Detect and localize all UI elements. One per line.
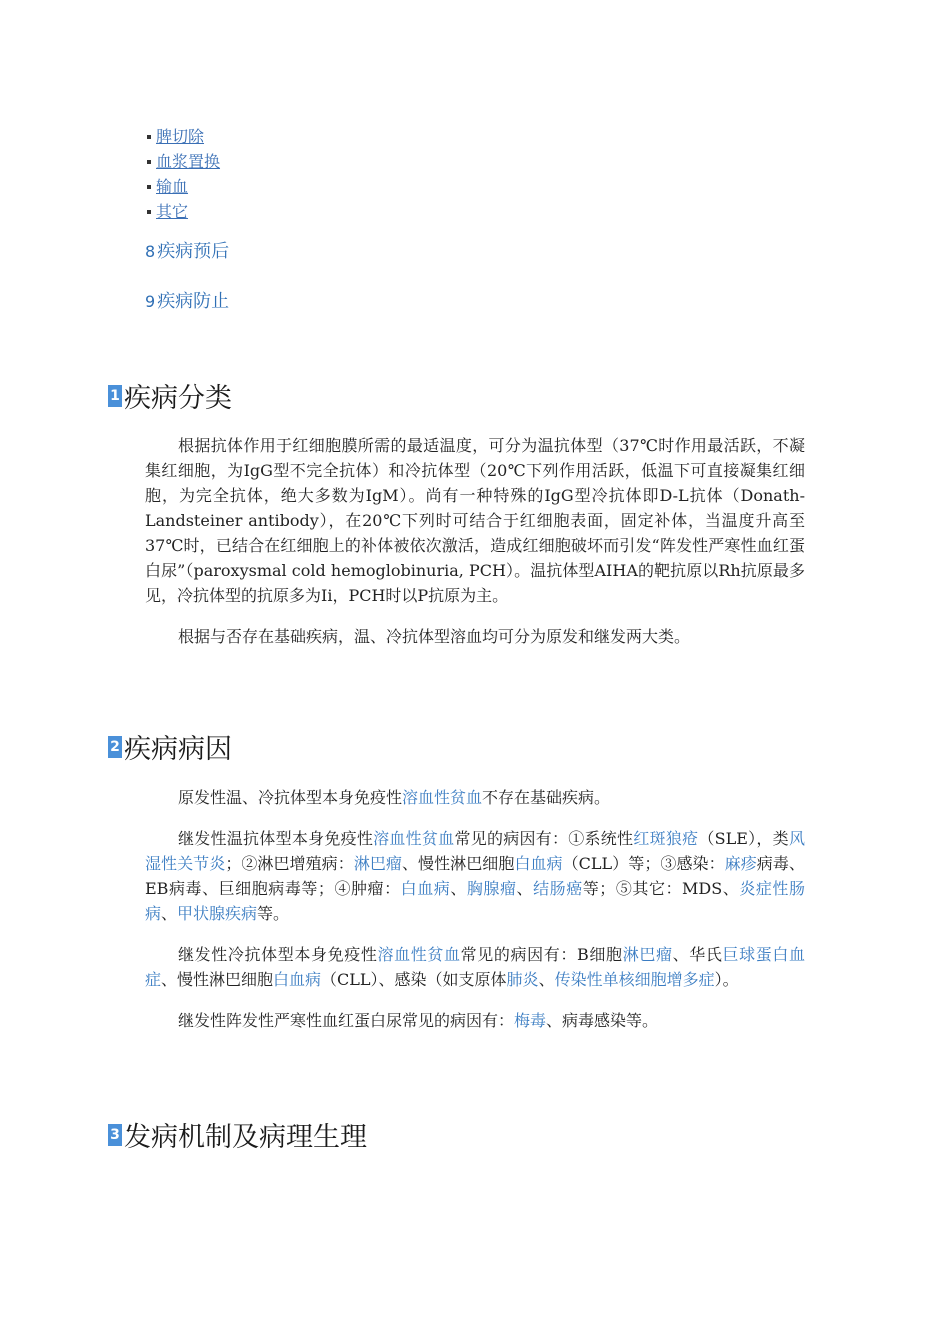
term-link[interactable]: 传染性单核细胞增多症 <box>554 970 715 989</box>
toc-section-label: 疾病防止 <box>157 291 230 312</box>
text-run: 、慢性淋巴细胞 <box>161 970 274 989</box>
text-run: 、华氏 <box>672 945 723 964</box>
section-2-body <box>145 785 805 1033</box>
text-run: 继发性温抗体型本身免疫性 <box>178 829 374 848</box>
term-link[interactable]: 巨球蛋白血症 <box>145 945 805 989</box>
toc-link[interactable]: 血浆置换 <box>156 152 221 171</box>
term-link[interactable]: 淋巴瘤 <box>353 854 402 873</box>
text-run: ）。 <box>714 970 739 989</box>
paragraph: 根据抗体作用于红细胞膜所需的最适温度，可分为温抗体型（37℃时作用最活跃，不凝集红细胞，为IgG型不完全抗体）和冷抗体型（20℃下列作用活跃，低温下可直接凝集红细胞，为完全抗体，绝大多数为IgM）。尚有一种特殊的IgG型冷抗体即D-L抗体（Donath-Landsteiner antibody），在20℃下列时可结合于红细胞表面，固定补体，当温度升高至37℃时，已结合在红细胞上的补体被依次激活，造成红细胞破坏而引发“阵发性严寒性血红蛋白尿”（paroxysmal cold hemoglobinuria, PCH）。温抗体型AIHA的靶抗原以Rh抗原最多见，冷抗体型的抗原多为Ii，PCH时以P抗原为主。 <box>145 436 805 605</box>
term-link[interactable]: 溶血性贫血 <box>373 829 455 848</box>
bullet-icon <box>147 160 151 164</box>
toc-section-9[interactable] <box>145 287 229 313</box>
text-run: 继发性阵发性严寒性血红蛋白尿常见的病因有： <box>178 1011 515 1030</box>
bullet-icon <box>147 210 151 214</box>
toc-sub-item[interactable] <box>147 149 220 174</box>
text-run: 、慢性淋巴细胞 <box>402 854 515 873</box>
text-run: 不存在基础疾病。 <box>482 788 611 807</box>
section-heading-3 <box>108 1115 367 1154</box>
text-run: 继发性冷抗体型本身免疫性 <box>178 945 378 964</box>
term-link[interactable]: 溶血性贫血 <box>402 788 483 807</box>
toc-link[interactable]: 输血 <box>156 177 189 196</box>
text-run: （SLE），类 <box>698 829 789 848</box>
text-run: 常见的病因有：①系统性 <box>454 829 634 848</box>
bullet-icon <box>147 185 151 189</box>
section-number-badge: 2 <box>108 736 122 758</box>
text-run: 、 <box>538 970 555 989</box>
toc-sub-item[interactable] <box>147 124 220 149</box>
section-heading-2 <box>108 727 232 766</box>
toc-sub-item[interactable] <box>147 174 220 199</box>
text-run: ；②淋巴增殖病： <box>225 854 354 873</box>
section-number-badge: 3 <box>108 1124 122 1146</box>
text-run: 、 <box>450 879 467 898</box>
text-run: 病毒、EB病毒、巨细胞病毒等；④肿瘤： <box>145 854 805 898</box>
term-link[interactable]: 炎症性肠病 <box>145 879 805 923</box>
section-title: 发病机制及病理生理 <box>124 1122 367 1153</box>
toc-section-label: 疾病预后 <box>157 241 230 262</box>
term-link[interactable]: 胸腺瘤 <box>466 879 517 898</box>
paragraph <box>145 1008 805 1033</box>
toc-section-8[interactable] <box>145 237 229 263</box>
paragraph <box>145 826 805 926</box>
text-run: 、 <box>516 879 534 898</box>
section-title: 疾病分类 <box>124 383 232 414</box>
text-run: 、病毒感染等。 <box>546 1011 659 1030</box>
text-run: （CLL）、感染（如支原体 <box>321 970 507 989</box>
term-link[interactable]: 肺炎 <box>506 970 539 989</box>
text-run: （CLL）等；③感染： <box>562 854 725 873</box>
text-run: 常见的病因有：B细胞 <box>460 945 623 964</box>
term-link[interactable]: 红斑狼疮 <box>633 829 699 848</box>
paragraph <box>145 785 805 810</box>
section-1-body <box>145 433 805 649</box>
term-link[interactable]: 梅毒 <box>514 1011 547 1030</box>
toc-sub-list <box>147 124 220 224</box>
text-run: 等。 <box>257 904 290 923</box>
toc-link[interactable]: 其它 <box>156 202 189 221</box>
term-link[interactable]: 麻疹 <box>724 854 757 873</box>
section-heading-1 <box>108 376 232 415</box>
term-link[interactable]: 淋巴瘤 <box>622 945 673 964</box>
term-link[interactable]: 溶血性贫血 <box>377 945 461 964</box>
section-number-badge: 1 <box>108 385 122 407</box>
bullet-icon <box>147 135 151 139</box>
term-link[interactable]: 结肠癌 <box>533 879 583 898</box>
toc-sub-item[interactable] <box>147 199 220 224</box>
term-link[interactable]: 白血病 <box>514 854 563 873</box>
toc-link[interactable]: 脾切除 <box>156 127 205 146</box>
paragraph: 根据与否存在基础疾病，温、冷抗体型溶血均可分为原发和继发两大类。 <box>178 627 691 646</box>
term-link[interactable]: 风湿性关节炎 <box>145 829 805 873</box>
paragraph <box>145 942 805 992</box>
term-link[interactable]: 白血病 <box>400 879 451 898</box>
term-link[interactable]: 甲状腺疾病 <box>177 904 258 923</box>
text-run: 、 <box>161 904 178 923</box>
term-link[interactable]: 白血病 <box>273 970 322 989</box>
text-run: 原发性温、冷抗体型本身免疫性 <box>178 788 403 807</box>
toc-section-number: 8 <box>145 242 156 261</box>
toc-section-number: 9 <box>145 292 156 311</box>
section-title: 疾病病因 <box>124 734 232 765</box>
text-run: 等；⑤其它：MDS、 <box>582 879 740 898</box>
